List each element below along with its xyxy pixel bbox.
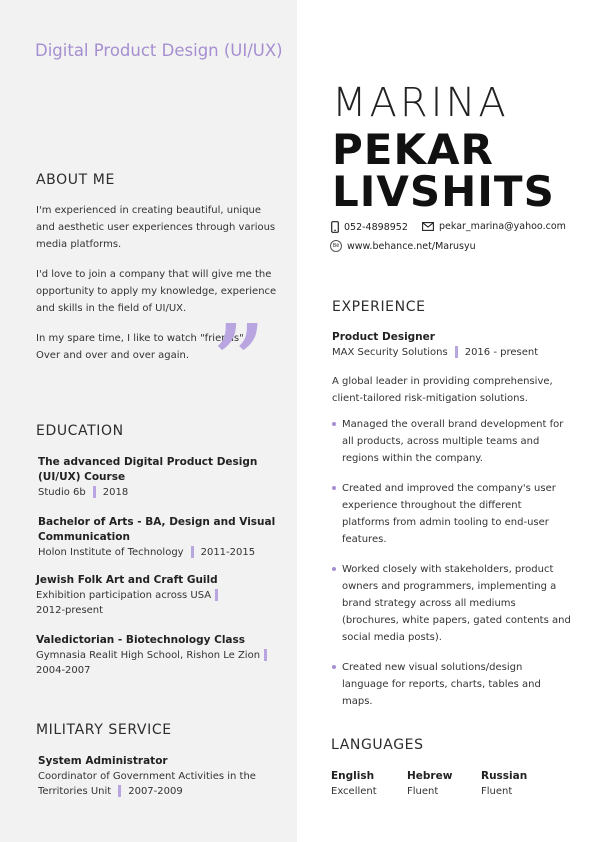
website-text: www.behance.net/Marusyu	[347, 240, 476, 252]
experience-summary: A global leader in providing comprehensive, client-tailored risk-mitigation solutions.	[332, 376, 553, 404]
experience-date: 2016 - present	[464, 347, 539, 358]
language-level: Excellent	[331, 786, 377, 797]
education-item-place: Exhibition participation across USA	[36, 590, 212, 601]
education-item-place: Gymnasia Realit High School, Rishon Le Zion	[36, 650, 261, 661]
language-name: Hebrew	[407, 770, 453, 782]
list-item: Created and improved the company's user experience throughout the different platforms from admin tooling to end-user features.	[332, 480, 572, 548]
language-item	[481, 769, 527, 799]
page-subtitle: Digital Product Design (UI/UX)	[35, 41, 283, 60]
military-item	[38, 754, 278, 799]
education-title: EDUCATION	[36, 423, 124, 439]
list-item: Worked closely with stakeholders, product owners and programmers, implementing a brand strategy across all mediums (brochures, white papers, gated contents and social media posts).	[332, 561, 572, 646]
language-item	[331, 769, 377, 799]
experience-role: Product Designer	[332, 331, 435, 343]
contact-phone[interactable]	[331, 221, 408, 233]
education-item-title: Valedictorian - Biotechnology Class	[36, 634, 246, 646]
language-name: English	[331, 770, 375, 782]
phone-icon	[331, 221, 339, 233]
separator	[215, 589, 218, 601]
military-role: System Administrator	[38, 755, 168, 767]
experience-meta	[332, 345, 538, 360]
education-item-meta	[36, 588, 276, 603]
behance-badge: Bē	[330, 240, 342, 252]
education-item-meta	[36, 648, 281, 663]
list-item: Created new visual solutions/design language for reports, charts, tables and maps.	[332, 659, 572, 710]
experience-company: MAX Security Solutions	[332, 347, 448, 358]
experience-bullets	[332, 416, 572, 723]
about-paragraph-1: I'm experienced in creating beautiful, unique and aesthetic user experiences through various media platforms.	[36, 205, 276, 250]
behance-icon	[330, 240, 342, 252]
education-item-date: 2011-2015	[200, 547, 256, 558]
education-item-title: Jewish Folk Art and Craft Guild	[36, 574, 218, 586]
education-item	[36, 633, 281, 678]
separator	[118, 785, 121, 797]
education-item	[38, 455, 278, 500]
education-item	[36, 573, 276, 618]
military-date: 2007-2009	[128, 786, 183, 797]
name-last-2: LIVSHITS	[332, 167, 555, 216]
education-item	[38, 515, 278, 560]
separator	[455, 346, 458, 358]
separator	[264, 649, 267, 661]
separator	[191, 546, 194, 558]
about-paragraph-3: In my spare time, I like to watch "friends". Over and over and over again.	[36, 333, 247, 361]
languages-title: LANGUAGES	[331, 737, 424, 753]
phone-text: 052-4898952	[344, 221, 408, 233]
language-name: Russian	[481, 770, 528, 782]
mail-icon	[422, 222, 434, 231]
language-item	[407, 769, 452, 799]
education-item-meta	[38, 545, 278, 560]
education-item-title: Bachelor of Arts - BA, Design and Visual Communication	[38, 516, 276, 543]
language-level: Fluent	[481, 786, 513, 797]
contact-website[interactable]	[330, 240, 476, 252]
name-last-1: PEKAR	[332, 125, 494, 174]
education-item-meta	[38, 485, 278, 500]
quote-mark-icon: ”	[210, 301, 267, 429]
separator	[93, 486, 96, 498]
list-item: Managed the overall brand development for all products, across multiple teams and regions within the company.	[332, 416, 572, 467]
email-text: pekar_marina@yahoo.com	[439, 221, 566, 232]
about-paragraph-2: I'd love to join a company that will give me the opportunity to apply my knowledge, experience and skills in the field of UI/UX.	[36, 269, 277, 314]
experience-title: EXPERIENCE	[332, 299, 426, 315]
education-item-title: The advanced Digital Product Design (UI/UX) Course	[38, 456, 258, 483]
language-level: Fluent	[407, 786, 439, 797]
education-item-place: Holon Institute of Technology	[38, 547, 184, 558]
military-place: Coordinator of Government Activities in the Territories Unit	[38, 771, 256, 797]
about-title: ABOUT ME	[36, 172, 115, 188]
name-first: MARINA	[332, 80, 509, 126]
military-meta	[38, 769, 268, 799]
education-item-date: 2018	[102, 487, 129, 498]
education-item-date: 2012-present	[36, 605, 104, 616]
education-item-date: 2004-2007	[36, 665, 91, 676]
education-item-place: Studio 6b	[38, 487, 86, 498]
contact-email[interactable]	[422, 221, 566, 232]
military-title: MILITARY SERVICE	[36, 722, 172, 738]
